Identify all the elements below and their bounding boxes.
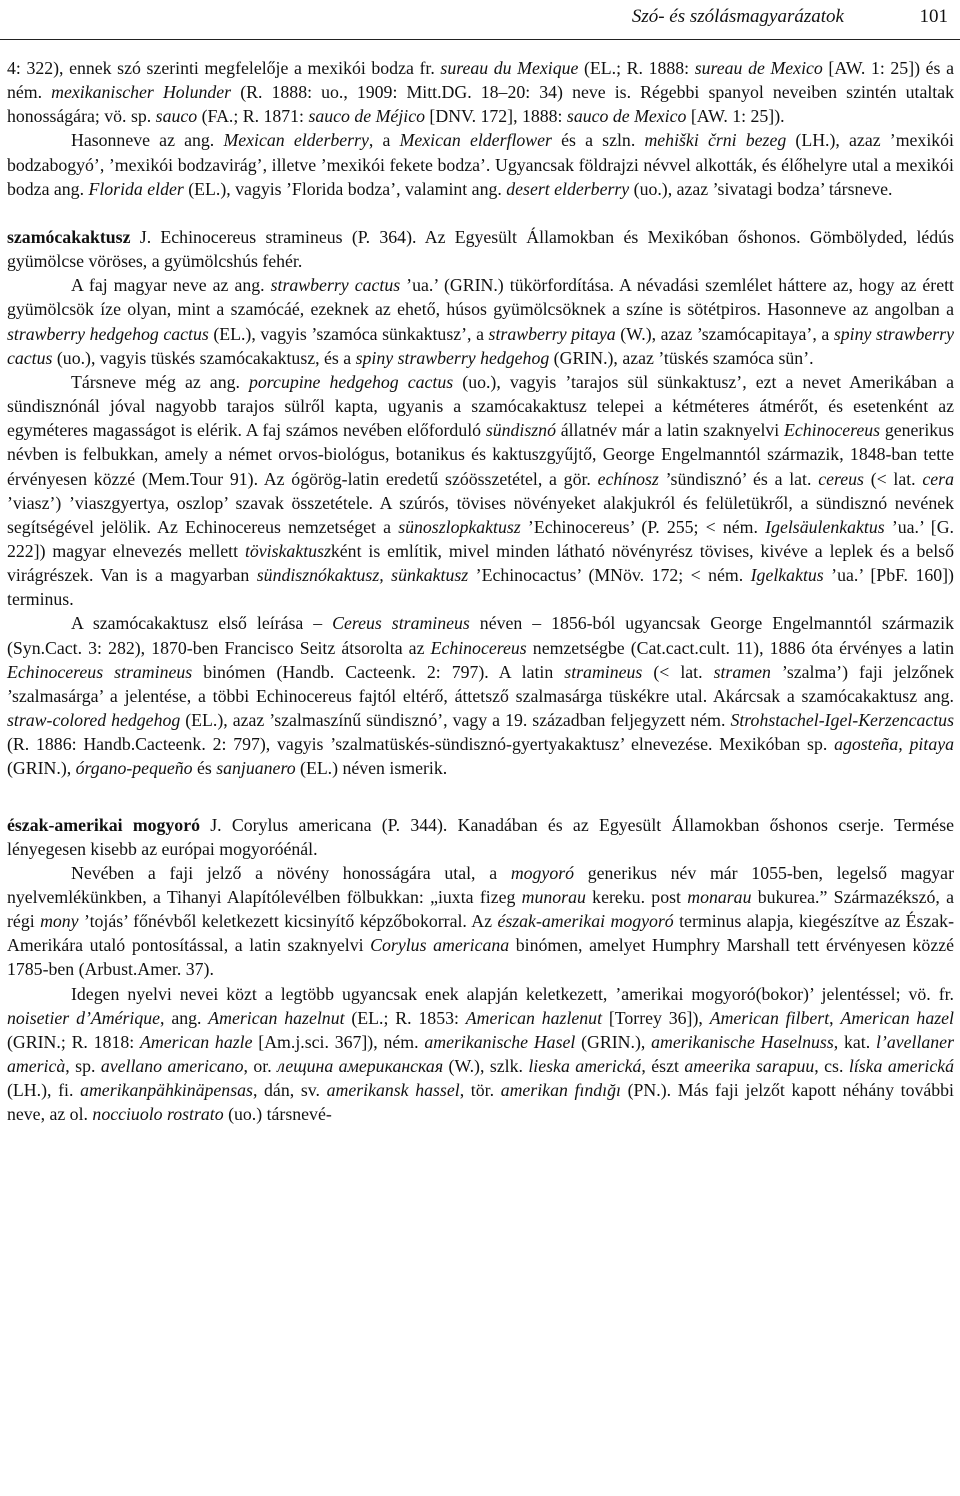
dictionary-entry bbox=[7, 813, 954, 1127]
header-rule bbox=[0, 39, 960, 40]
dictionary-entry bbox=[7, 225, 954, 781]
paragraph: 4: 322), ennek szó szerinti megfelelője a mexikói bodza fr. sureau du Mexique (EL.; R. 1888: sureau de Mexico [AW. 1: 25]) és a ném. mexikanischer Holunder (R. 1888: uo., 1909: Mitt.DG. 18–20: 34) neve is. Régebbi spanyol neveiben szintén utaltak honosságára; vö. sp. sauco (FA.; R. 1871: sauco de Méjico [DNV. 172], 1888: sauco de Mexico [AW. 1: 25]). bbox=[7, 58, 954, 127]
running-head-title: Szó- és szólásmagyarázatok bbox=[631, 6, 844, 27]
paragraph: Hasonneve az ang. Mexican elderberry, a Mexican elderflower és a szln. mehiški črni bezeg (LH.), azaz ’mexikói bodzabogyó’, ’mexikói bodzavirág’, illetve ’mexikói fekete bodza’. Ugyancsak földrajzi névvel alkották, és élőhelyre utal a mexikói bodza ang. Florida elder (EL.), vagyis ’Florida bodza’, valamint ang. desert elderberry (uo.), azaz ’sivatagi bodza’ társneve. bbox=[7, 130, 954, 199]
paragraph: A szamócakaktusz első leírása – Cereus stramineus néven – 1856-ból ugyancsak George Engelmanntól származik (Syn.Cact. 3: 282), 1870-ben Francisco Seitz átsorolta az Echinocereus nemzetségbe (Cat.cact.cult. 11), 1886 óta érvényes a latin Echinocereus stramineus binómen (Handb. Cacteenk. 2: 797). A latin stramineus (< lat. stramen ’szalma’) faji jelzőnek ’szalmasárga’ a jelentése, a többi Echinocereus fajtól eltérő, áttetsző szalmasárga tüskékre utal. Akárcsak a szamócakaktusz ang. straw-colored hedgehog (EL.), azaz ’szalmaszínű sündisznó’, vagy a 19. században feljegyzett ném. Strohstachel-Igel-Kerzencactus (R. 1886: Handb.Cacteenk. 2: 797), vagyis ’szalmatüskés-sündisznó-gyertyakaktusz’ elnevezése. Mexikóban sp. agosteña, pitaya (GRIN.), órgano-pequeño és sanjuanero (EL.) néven ismerik. bbox=[7, 613, 954, 779]
entry-separator bbox=[7, 201, 954, 225]
page-body bbox=[7, 56, 954, 1127]
paragraph: szamócakaktusz J. Echinocereus stramineus (P. 364). Az Egyesült Államokban és Mexikóban őshonos. Gömbölyded, lédús gyümölcse vöröses, a gyümölcshús fehér. bbox=[7, 226, 954, 272]
paragraph: Nevében a faji jelző a növény honosságára utal, a mogyoró generikus név már 1055-ben, legelső magyar nyelvemlékünkben, a Tihanyi Alapítólevélben fölbukkan: „iuxta fizeg munorau kereku. post monarau bukurea.” Származékszó, a régi mony ’tojás’ főnévből keletkezett kicsinyítő képzőbokorral. Az észak-amerikai mogyoró terminus alapja, kiegészítve az Észak-Amerikára utaló pontosítással, a latin szaknyelvi Corylus americana binómen, amelyet Humphry Marshall tett érvényesen közzé 1785-ben (Arbust.Amer. 37). bbox=[7, 862, 954, 980]
dictionary-entry bbox=[7, 56, 954, 201]
page-number: 101 bbox=[919, 6, 948, 27]
paragraph: Társneve még az ang. porcupine hedgehog cactus (uo.), vagyis ’tarajos sül sünkaktusz’, ezt a nevet Amerikában a sündisznónál jóval nagyobb tarajos sülről kapta, ugyanis a szamócakaktusz telepei a kétméteres átmérőt, és esetenként az egyméteres magasságot is elérik. A faj számos nevében előforduló sündisznó állatnév már a latin szaknyelvi Echinocereus generikus névben is felbukkan, amely a német orvos-biológus, botanikus és kaktuszgyűjtő, George Engelmanntól származik, 1848-ban tette érvényesen közzé (Mem.Tour 91). Az ógörög-latin eredetű szóösszetétel, a gör. echínosz ’sündisznó’ és a lat. cereus (< lat. cera ’viasz’) ’viaszgyertya, oszlop’ szavak összetétele. A szúrós, tövises növényeket alakjukról és felületükről, a sündisznó nevének segítségével jelölik. Az Echinocereus nemzetséget a sünoszlopkaktusz ’Echinocereus’ (P. 255; < ném. Igelsäulenkaktus ’ua.’ [G. 222]) magyar elnevezés mellett töviskaktuszként is említik, mivel minden látható növényrész tövises, kivéve a leplek és a belső virágrészek. Van is a magyarban sündisznókaktusz, sünkaktusz ’Echinocactus’ (MNöv. 172; < ném. Igelkaktus ’ua.’ [PbF. 160]) terminus. bbox=[7, 371, 955, 610]
paragraph: A faj magyar neve az ang. strawberry cactus ’ua.’ (GRIN.) tükörfordítása. A névadási szemlélet háttere az, hogy az érett gyümölcsök íze olyan, mint a szamócáé, ezeknek az ehető, húsos gyümölcsöknek a színe is sötétpiros. Hasonneve az angolban a strawberry hedgehog cactus (EL.), vagyis ’szamóca sünkaktusz’, a strawberry pitaya (W.), azaz ’szamócapitaya’, a spiny strawberry cactus (uo.), vagyis tüskés szamócakaktusz, és a spiny strawberry hedgehog (GRIN.), azaz ’tüskés szamóca sün’. bbox=[7, 275, 954, 368]
running-head bbox=[8, 6, 952, 26]
paragraph: Idegen nyelvi nevei közt a legtöbb ugyancsak enek alapján keletkezett, ’amerikai mogyoró(bokor)’ jelentéssel; vö. fr. noisetier d’Amérique, ang. American hazelnut (EL.; R. 1853: American hazlenut [Torrey 36]), American filbert, American hazel (GRIN.; R. 1818: American hazle [Am.j.sci. 367]), ném. amerikanische Hasel (GRIN.), amerikanische Haselnuss, kat. l’avellaner americà, sp. avellano americano, or. лещина американская (W.), szlk. lieska americká, észt ameerika sarapuu, cs. líska americká (LH.), fi. amerikanpähkinäpensas, dán, sv. amerikansk hassel, tör. amerikan fındığı (PN.). Más faji jelzőt kapott néhány további neve, az ol. nocciuolo rostrato (uo.) társnevé- bbox=[7, 983, 954, 1125]
entry-separator bbox=[7, 781, 954, 813]
paragraph: észak-amerikai mogyoró J. Corylus americana (P. 344). Kanadában és az Egyesült Államokban őshonos cserje. Termése lényegesen kisebb az európai mogyoróénál. bbox=[7, 814, 955, 859]
